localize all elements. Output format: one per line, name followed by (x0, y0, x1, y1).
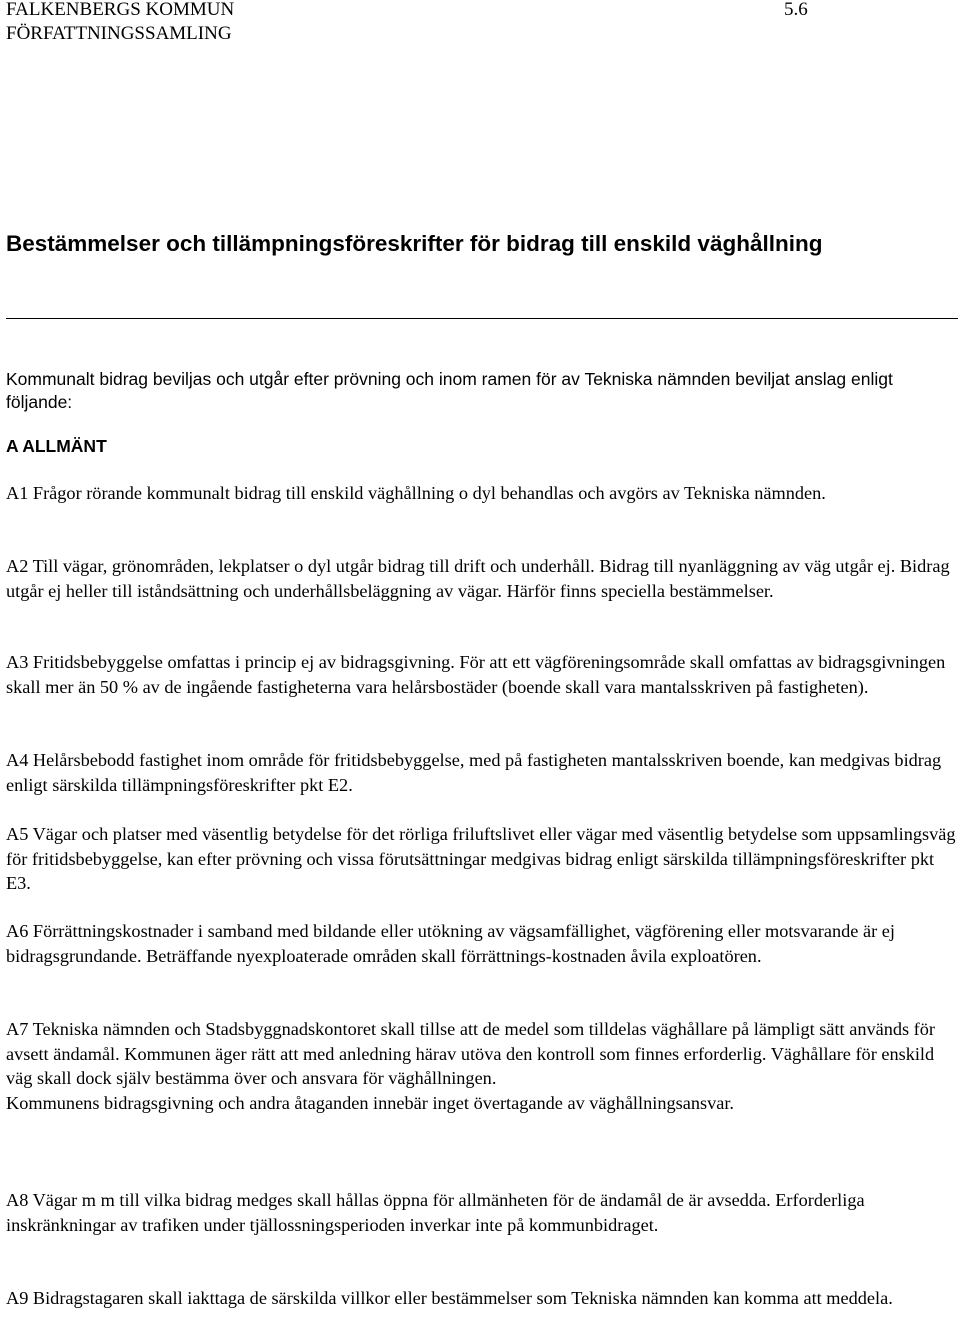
paragraph-a2: A2 Till vägar, grönområden, lekplatser o dyl utgår bidrag till drift och underhåll. Bidrag till nyanläggning av väg utgår ej. Bidrag utgår ej heller till iståndsättning och underhållsbeläggning av vägar. Härför finns speciella bestämmelser. (6, 556, 950, 601)
title-divider (6, 318, 958, 319)
intro-paragraph: Kommunalt bidrag beviljas och utgår efter prövning och inom ramen för av Tekniska nämnden beviljat anslag enligt följande: (6, 369, 893, 412)
page-number: 5.6 (784, 0, 808, 20)
paragraph-a6: A6 Förrättningskostnader i samband med bildande eller utökning av vägsamfällighet, vägförening eller motsvarande är ej bidragsgrundande. Beträffande nyexploaterade områden skall förrättnings-kostnaden åvila exploatören. (6, 921, 895, 966)
paragraph-a1: A1 Frågor rörande kommunalt bidrag till enskild väghållning o dyl behandlas och avgörs av Tekniska nämnden. (6, 483, 826, 503)
paragraph-a9: A9 Bidragstagaren skall iakttaga de särskilda villkor eller bestämmelser som Tekniska nämnden kan komma att meddela. (6, 1288, 893, 1308)
paragraph-a8: A8 Vägar m m till vilka bidrag medges skall hållas öppna för allmänheten för de ändamål de är avsedda. Erforderliga inskränkningar av trafiken under tjällossningsperioden inverkar inte på kommunbidraget. (6, 1190, 865, 1235)
header-org: FALKENBERGS KOMMUN (6, 0, 235, 20)
section-heading: A ALLMÄNT (6, 436, 107, 456)
header-collection: FÖRFATTNINGSSAMLING (6, 23, 232, 44)
paragraph-a5: A5 Vägar och platser med väsentlig betydelse för det rörliga friluftslivet eller vägar med väsentlig betydelse som uppsamlingsväg för fritidsbebyggelse, kan efter prövning och vissa förutsättningar medgivas bidrag enligt särskilda tillämpningsföreskrifter pkt E3. (6, 824, 956, 893)
document-title: Bestämmelser och tillämpningsföreskrifter för bidrag till enskild väghållning (6, 231, 823, 256)
paragraph-a3: A3 Fritidsbebyggelse omfattas i princip ej av bidragsgivning. För att ett vägföreningsområde skall omfattas av bidragsgivningen skall mer än 50 % av de ingående fastigheterna vara helårsbostäder (boende skall vara mantalsskriven på fastigheten). (6, 652, 946, 697)
paragraph-a4: A4 Helårsbebodd fastighet inom område för fritidsbebyggelse, med på fastigheten mantalsskriven boende, kan medgivas bidrag enligt särskilda tillämpningsföreskrifter pkt E2. (6, 750, 942, 795)
page-header (6, 0, 808, 46)
paragraph-a7: A7 Tekniska nämnden och Stadsbyggnadskontoret skall tillse att de medel som tilldelas väghållare på lämpligt sätt används för avsett ändamål. Kommunen äger rätt att med anledning härav utöva den kontroll som finnes erforderlig. Väghållare för enskild väg skall dock själv bestämma över och ansvara för väghållningen. Kommunens bidragsgivning och andra åtaganden innebär inget övertagande av väghållningsansvar. (6, 1019, 935, 1113)
